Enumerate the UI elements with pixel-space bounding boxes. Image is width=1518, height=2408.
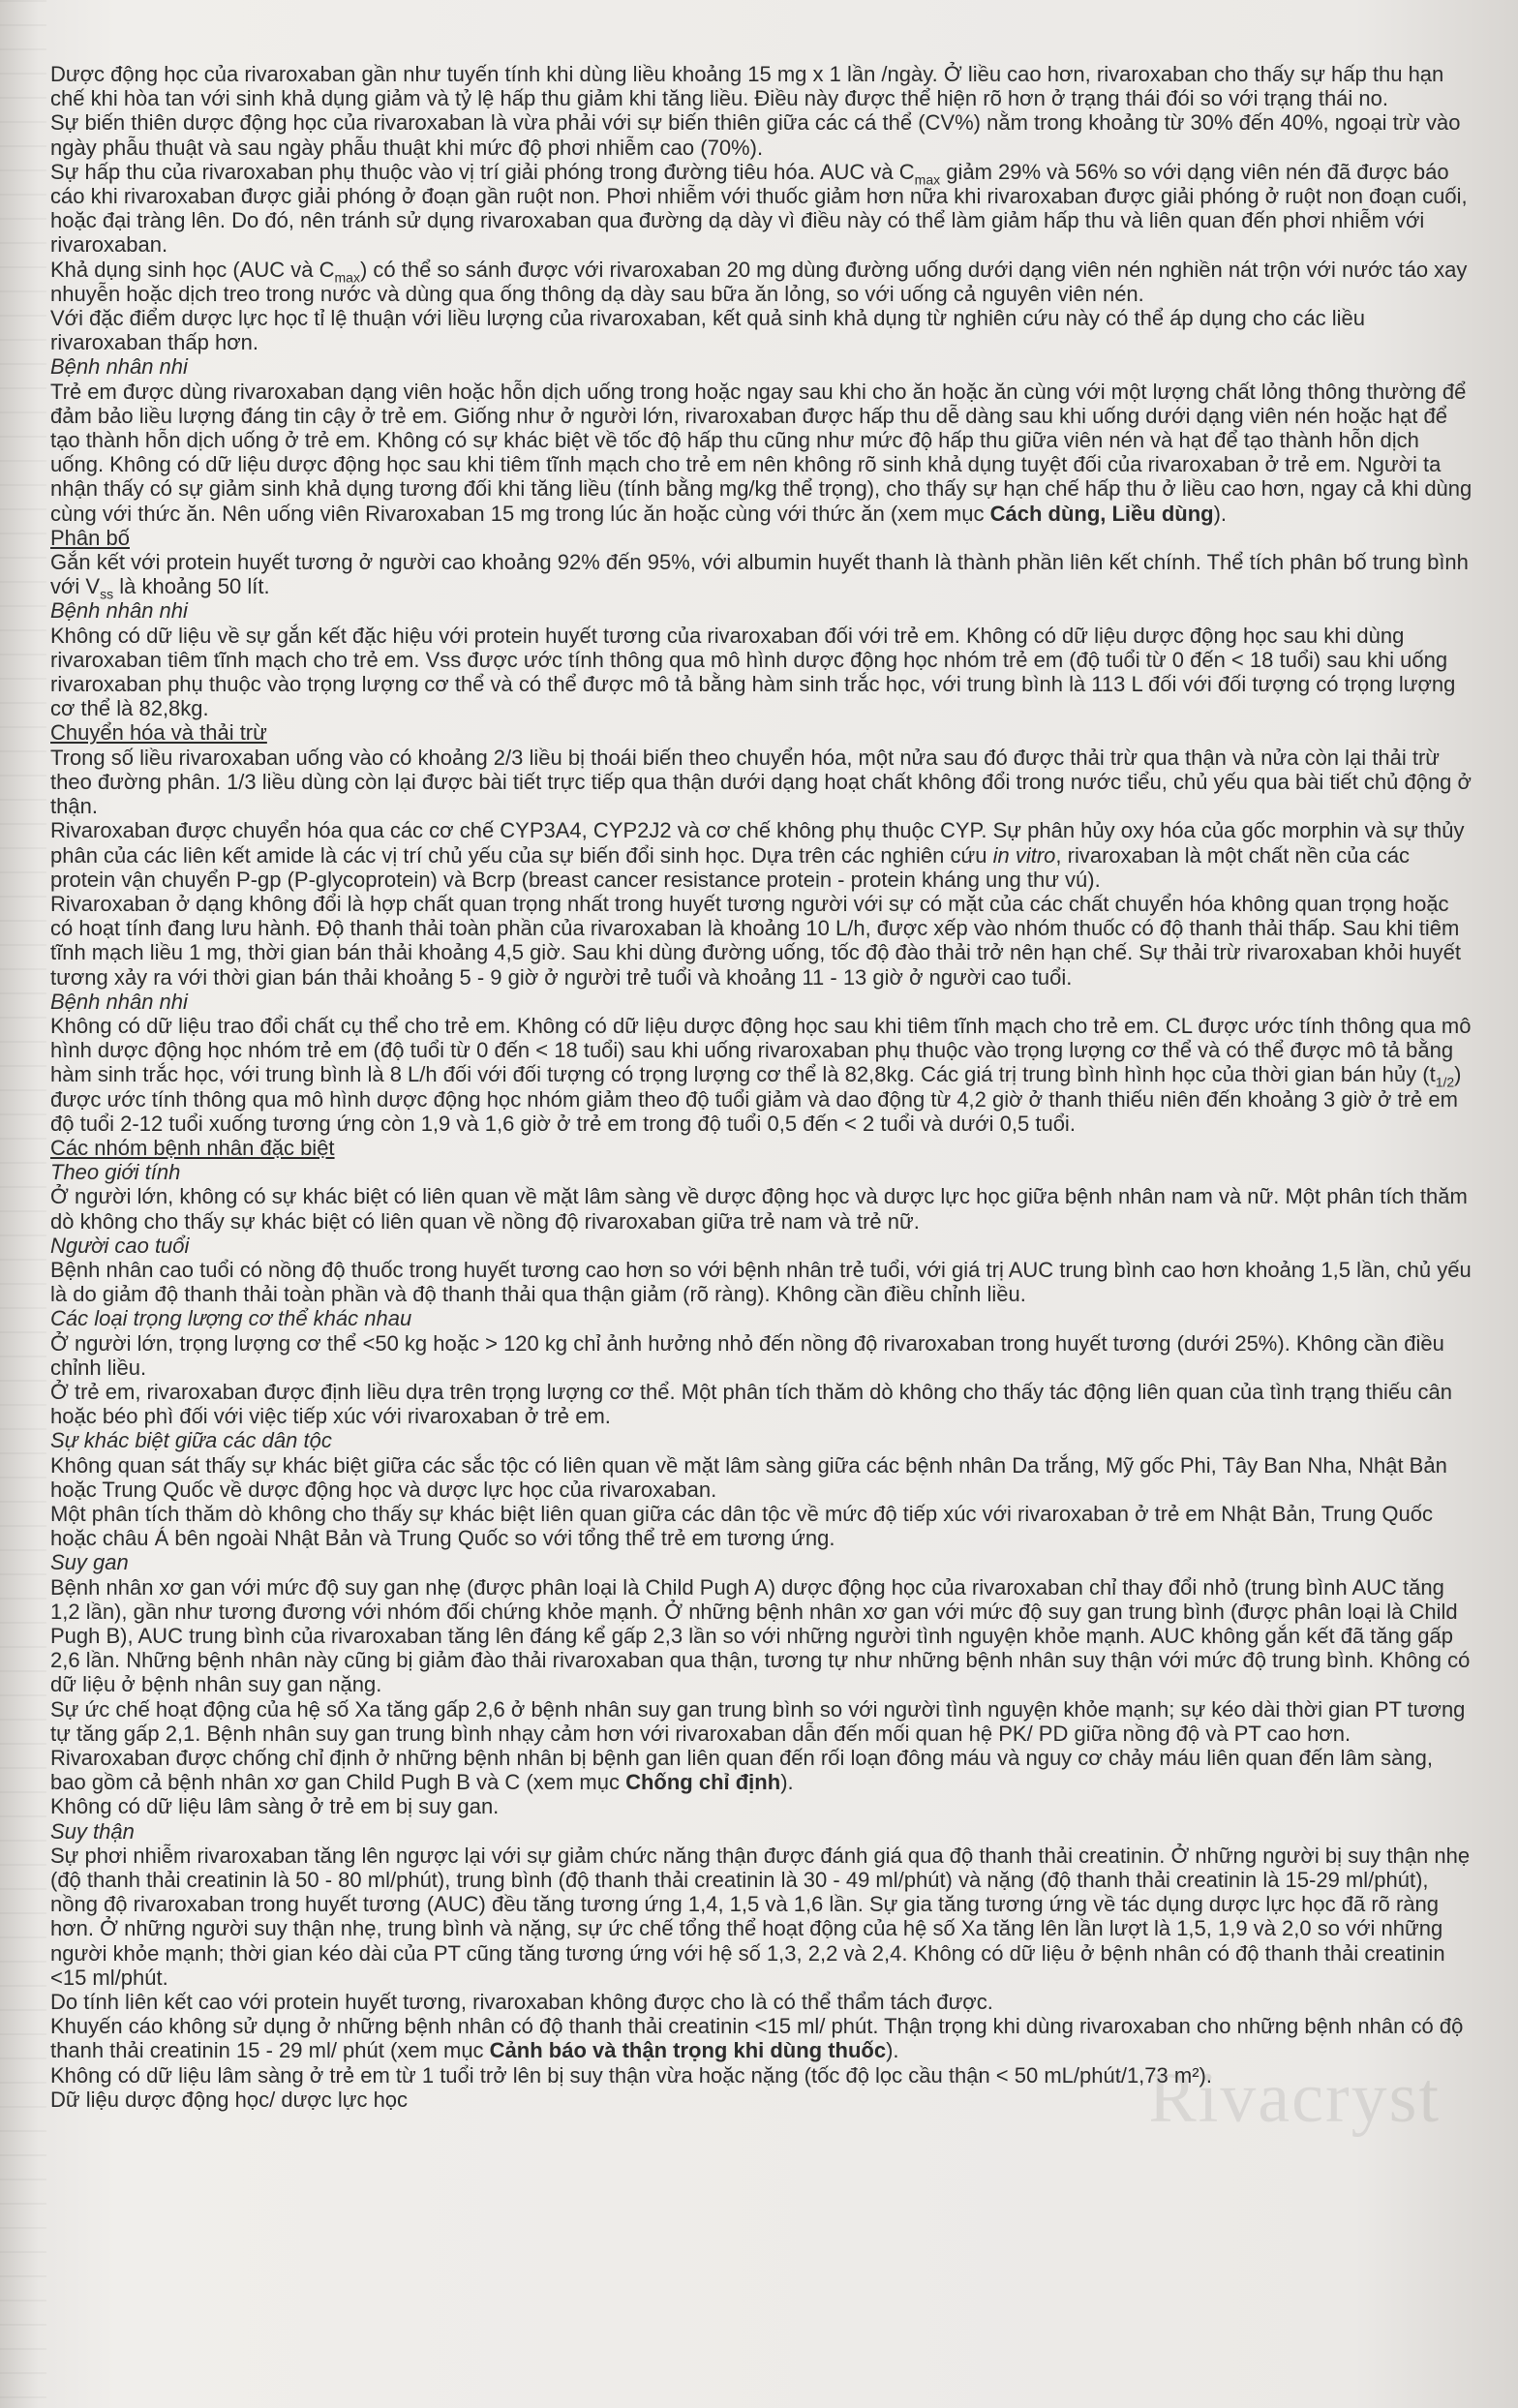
paragraph: Sự phơi nhiễm rivaroxaban tăng lên ngược lại với sự giảm chức năng thận được đánh giá qua độ thanh thải creatinin. Ở những người bị suy thận nhẹ (độ thanh thải creatinin là 50 - 80 ml/phút), trung bình (độ thanh thải creatinin là 30 - 49 ml/phút) và nặng (độ thanh thải creatinin là 15-29 ml/phút), nồng độ rivaroxaban trong huyết tương (AUC) đều tăng tương ứng 1,4, 1,5 và 1,6 lần. Sự gia tăng tương ứng về tác dụng dược lực học đã rõ ràng hơn. Ở những người suy thận nhẹ, trung bình và nặng, sự ức chế tổng thể hoạt động của hệ số Xa tăng lên lần lượt là 1,5, 1,9 và 2,0 so với những người khỏe mạnh; thời gian kéo dài của PT cũng tăng tương ứng với hệ số 1,3, 2,2 và 2,4. Không có dữ liệu ở bệnh nhân có độ thanh thải creatinin <15 ml/phút. <box>50 1843 1471 1990</box>
section-heading-distribution: Phân bố <box>50 525 130 550</box>
section-heading-metabolism: Chuyển hóa và thải trừ <box>50 720 267 746</box>
paragraph: Rivaroxaban ở dạng không đổi là hợp chất quan trọng nhất trong huyết tương người với sự có mặt của các chất chuyển hóa không quan trọng hoặc có hoạt tính đang lưu hành. Độ thanh thải toàn phần của rivaroxaban là khoảng 10 L/h, được xếp vào nhóm thuốc có độ thanh thải thấp. Sau khi tiêm tĩnh mạch liều 1 mg, thời gian bán thải khoảng 4,5 giờ. Sau khi dùng đường uống, tốc độ đào thải trở nên hạn chế. Sự thải trừ rivaroxaban khỏi huyết tương xảy ra với thời gian bán thải khoảng 5 - 9 giờ ở người trẻ tuổi và khoảng 11 - 13 giờ ở người cao tuổi. <box>50 891 1462 990</box>
subheading-renal: Suy thận <box>50 1818 135 1844</box>
paragraph: Không có dữ liệu về sự gắn kết đặc hiệu với protein huyết tương của rivaroxaban đối với trẻ em. Không có dữ liệu dược động học sau khi dùng rivaroxaban tiêm tĩnh mạch cho trẻ em. Vss được ước tính thông qua mô hình dược động học nhóm trẻ em (độ tuổi từ 0 đến < 18 tuổi) sau khi uống rivaroxaban phụ thuộc vào trọng lượng cơ thể và có thể được mô tả bằng hàm sinh trắc học, với trung bình là 113 L đối với đối tượng có trọng lượng cơ thể là 82,8kg. <box>50 623 1456 721</box>
paragraph: Không quan sát thấy sự khác biệt giữa các sắc tộc có liên quan về mặt lâm sàng giữa các bệnh nhân Da trắng, Mỹ gốc Phi, Tây Ban Nha, Nhật Bản hoặc Trung Quốc về dược động học và dược lực học của rivaroxaban. <box>50 1452 1447 1502</box>
paragraph: Bệnh nhân xơ gan với mức độ suy gan nhẹ (được phân loại là Child Pugh A) dược động học của rivaroxaban chỉ thay đổi nhỏ (trung bình AUC tăng 1,2 lần), gần như tương đương với nhóm đối chứng khỏe mạnh. Ở những bệnh nhân xơ gan với mức độ suy gan trung bình (được phân loại là Child Pugh B), AUC trung bình của rivaroxaban tăng lên đáng kể gấp 2,3 lần so với những người tình nguyện khỏe mạnh. AUC không gắn kết đã tăng gấp 2,6 lần. Những bệnh nhân này cũng bị giảm đào thải rivaroxaban qua thận, tương tự như những bệnh nhân suy thận với mức độ trung bình. Không có dữ liệu ở bệnh nhân suy gan nặng. <box>50 1574 1471 1697</box>
paragraph: Không có dữ liệu trao đổi chất cụ thể cho trẻ em. Không có dữ liệu dược động học sau khi tiêm tĩnh mạch cho trẻ em. CL được ước tính thông qua mô hình dược động học nhóm trẻ em (độ tuổi từ 0 đến < 18 tuổi) sau khi uống rivaroxaban phụ thuộc vào trọng lượng cơ thể và có thể được mô tả bằng hàm sinh trắc học, với trung bình là 8 L/h đối với đối tượng có trọng lượng cơ thể là 82,8kg. Các giá trị trung bình hình học của thời gian bán hủy $(t_{1/2})$ được ước tính thông qua mô hình dược động học nhóm giảm theo độ tuổi giảm và dao động từ 4,2 giờ ở thanh thiếu niên đến khoảng 3 giờ ở trẻ em độ tuổi 2-12 tuổi xuống tương ứng còn 1,9 và 1,6 giờ ở trẻ em trong độ tuổi 0,5 đến < 2 tuổi và dưới 0,5 tuổi. <box>50 1013 1472 1136</box>
left-margin-bleed <box>0 0 46 2408</box>
paragraph: Sự hấp thu của rivaroxaban phụ thuộc vào vị trí giải phóng trong đường tiêu hóa. AUC và $C_{max}$ giảm 29% và 56% so với dạng viên nén đã được báo cáo khi rivaroxaban được giải phóng ở đoạn gần ruột non. Phơi nhiễm với thuốc giảm hơn nữa khi rivaroxaban được giải phóng ở ruột non đoạn cuối, hoặc đại tràng lên. Do đó, nên tránh sử dụng rivaroxaban qua đường dạ dày vì điều này có thể làm giảm hấp thu và liên quan đến phơi nhiễm với rivaroxaban. <box>50 159 1468 258</box>
paragraph: Dược động học của rivaroxaban gần như tuyến tính khi dùng liều khoảng 15 mg x 1 lần /ngày. Ở liều cao hơn, rivaroxaban cho thấy sự hấp thu hạn chế khi hòa tan với sinh khả dụng giảm và tỷ lệ hấp thu giảm khi tăng liều. Điều này được thể hiện rõ hơn ở trạng thái đói so với trạng thái no. <box>50 62 1444 111</box>
document-body <box>50 62 1473 2112</box>
paragraph: Rivaroxaban được chống chỉ định ở những bệnh nhân bị bệnh gan liên quan đến rối loạn đông máu và nguy cơ chảy máu liên quan đến lâm sàng, bao gồm cả bệnh nhân xơ gan Child Pugh B và C (xem mục Chống chỉ định). <box>50 1746 1433 1795</box>
paragraph: Ở người lớn, trọng lượng cơ thể <50 kg hoặc > 120 kg chỉ ảnh hưởng nhỏ đến nồng độ rivaroxaban trong huyết tương (dưới 25%). Không cần điều chỉnh liều. <box>50 1330 1444 1380</box>
paragraph: Không có dữ liệu lâm sàng ở trẻ em bị suy gan. <box>50 1794 500 1819</box>
paragraph: Trong số liều rivaroxaban uống vào có khoảng 2/3 liều bị thoái biến theo chuyển hóa, một nửa sau đó được thải trừ qua thận và nửa còn lại thải trừ theo đường phân. 1/3 liều dùng còn lại được bài tiết trực tiếp qua thận dưới dạng hoạt chất không đổi trong nước tiểu, chủ yếu qua bài tiết chủ động ở thận. <box>50 745 1472 819</box>
subheading-pediatric: Bệnh nhân nhi <box>50 598 188 624</box>
watermark-logo: Rivacryst <box>1148 2058 1441 2138</box>
paragraph: Khả dụng sinh học (AUC và $C_{max}$) có thể so sánh được với rivaroxaban 20 mg dùng đường uống dưới dạng viên nén nghiền nát trộn với nước táo xay nhuyễn hoặc dịch treo trong nước và dùng qua ống thông dạ dày sau bữa ăn lỏng, so với uống cả nguyên viên nén. <box>50 257 1468 306</box>
paragraph: Khuyến cáo không sử dụng ở những bệnh nhân có độ thanh thải creatinin <15 ml/ phút. Thận trọng khi dùng rivaroxaban cho những bệnh nhân có độ thanh thải creatinin 15 - 29 ml/ phút (xem mục Cảnh báo và thận trọng khi dùng thuốc). <box>50 2014 1464 2063</box>
subheading-pediatric: Bệnh nhân nhi <box>50 354 188 380</box>
paragraph: Bệnh nhân cao tuổi có nồng độ thuốc trong huyết tương cao hơn so với bệnh nhân trẻ tuổi, với giá trị AUC trung bình cao hơn khoảng 1,5 lần, chủ yếu là do giảm độ thanh thải toàn phần và độ thanh thải qua thận giảm (rõ ràng). Không cần điều chỉnh liều. <box>50 1257 1472 1307</box>
paragraph: Ở trẻ em, rivaroxaban được định liều dựa trên trọng lượng cơ thể. Một phân tích thăm dò không cho thấy tác động liên quan của tình trạng thiếu cân hoặc béo phì đối với việc tiếp xúc với rivaroxaban ở trẻ em. <box>50 1379 1452 1429</box>
subheading-hepatic: Suy gan <box>50 1550 129 1575</box>
paragraph: Một phân tích thăm dò không cho thấy sự khác biệt liên quan giữa các dân tộc về mức độ tiếp xúc với rivaroxaban ở trẻ em Nhật Bản, Trung Quốc hoặc châu Á bên ngoài Nhật Bản và Trung Quốc so với tổng thể trẻ em tương ứng. <box>50 1501 1434 1551</box>
subheading-gender: Theo giới tính <box>50 1160 181 1185</box>
paragraph: Sự biến thiên dược động học của rivaroxaban là vừa phải với sự biến thiên giữa các cá thể (CV%) nằm trong khoảng từ 30% đến 40%, ngoại trừ vào ngày phẫu thuật và sau ngày phẫu thuật khi mức độ phơi nhiễm cao (70%). <box>50 110 1461 160</box>
subheading-elderly: Người cao tuổi <box>50 1233 190 1258</box>
section-heading-special-populations: Các nhóm bệnh nhân đặc biệt <box>50 1135 335 1160</box>
paragraph: Với đặc điểm dược lực học tỉ lệ thuận với liều lượng của rivaroxaban, kết quả sinh khả dụng từ nghiên cứu này có thể áp dụng cho các liều rivaroxaban thấp hơn. <box>50 306 1366 355</box>
paragraph: Rivaroxaban được chuyển hóa qua các cơ chế CYP3A4, CYP2J2 và cơ chế không phụ thuộc CYP. Sự phân hủy oxy hóa của gốc morphin và sự thủy phân của các liên kết amide là các vị trí chủ yếu của sự biến đổi sinh học. Dựa trên các nghiên cứu in vitro, rivaroxaban là một chất nền của các protein vận chuyển P-gp (P-glycoprotein) và Bcrp (breast cancer resistance protein - protein kháng ung thư vú). <box>50 818 1465 892</box>
paragraph: Không có dữ liệu lâm sàng ở trẻ em từ 1 tuổi trở lên bị suy thận vừa hoặc nặng (tốc độ lọc cầu thận < 50 mL/phút/1,73 m²). <box>50 2062 1212 2088</box>
paragraph: Ở người lớn, không có sự khác biệt có liên quan về mặt lâm sàng về dược động học và dược lực học giữa bệnh nhân nam và nữ. Một phân tích thăm dò không cho thấy sự khác biệt có liên quan về nồng độ rivaroxaban giữa trẻ nam và trẻ nữ. <box>50 1184 1468 1234</box>
paragraph: Dữ liệu dược động học/ dược lực học <box>50 2087 409 2112</box>
paragraph: Trẻ em được dùng rivaroxaban dạng viên hoặc hỗn dịch uống trong hoặc ngay sau khi cho ăn hoặc ăn cùng với một lượng chất lỏng thông thường để đảm bảo liều lượng đáng tin cậy ở trẻ em. Giống như ở người lớn, rivaroxaban được hấp thu dễ dàng sau khi uống dưới dạng viên nén hoặc hạt để tạo thành hỗn dịch uống ở trẻ em. Không có sự khác biệt về tốc độ hấp thu cũng như mức độ hấp thu giữa viên nén và hạt để tạo thành hỗn dịch uống. Không có dữ liệu dược động học sau khi tiêm tĩnh mạch cho trẻ em nên không rõ sinh khả dụng tuyệt đối của rivaroxaban ở trẻ em. Người ta nhận thấy có sự giảm sinh khả dụng tương đối khi tăng liều (tính bằng mg/kg thể trọng), cho thấy sự hạn chế hấp thu ở liều cao hơn, ngay cả khi dùng cùng với thức ăn. Nên uống viên Rivaroxaban 15 mg trong lúc ăn hoặc cùng với thức ăn (xem mục Cách dùng, Liều dùng). <box>50 379 1472 526</box>
paragraph: Gắn kết với protein huyết tương ở người cao khoảng 92% đến 95%, với albumin huyết thanh là thành phần liên kết chính. Thể tích phân bố trung bình với $V_{ss}$ là khoảng 50 lít. <box>50 550 1469 602</box>
paragraph: Sự ức chế hoạt động của hệ số Xa tăng gấp 2,6 ở bệnh nhân suy gan trung bình so với người tình nguyện khỏe mạnh; sự kéo dài thời gian PT tương tự tăng gấp 2,1. Bệnh nhân suy gan trung bình nhạy cảm hơn với rivaroxaban dẫn đến mối quan hệ PK/ PD giữa nồng độ và PT cao hơn. <box>50 1696 1466 1746</box>
subheading-body-weight: Các loại trọng lượng cơ thể khác nhau <box>50 1306 412 1331</box>
subheading-ethnic: Sự khác biệt giữa các dân tộc <box>50 1428 332 1453</box>
paragraph: Do tính liên kết cao với protein huyết tương, rivaroxaban không được cho là có thể thẩm tách được. <box>50 1990 993 2015</box>
subheading-pediatric: Bệnh nhân nhi <box>50 989 188 1014</box>
